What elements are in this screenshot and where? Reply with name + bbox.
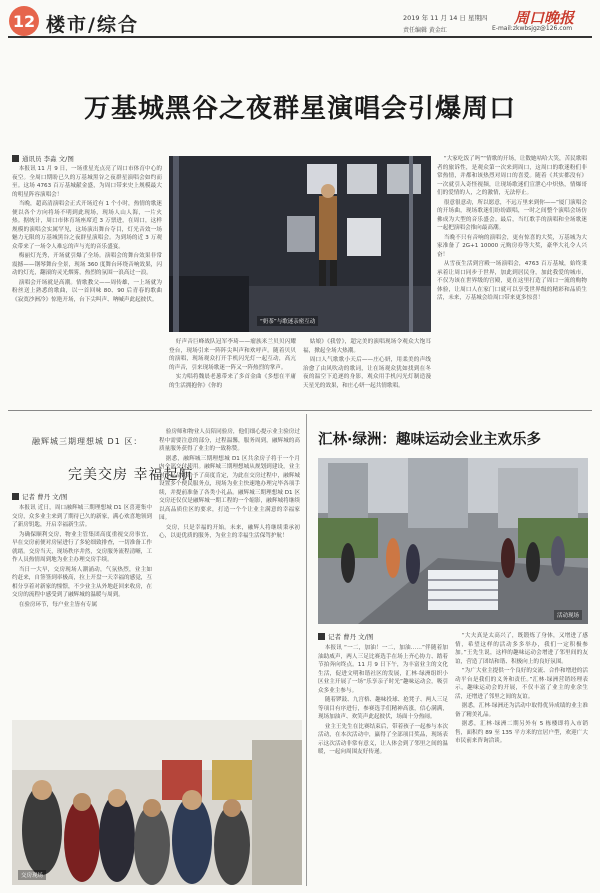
paragraph: 据悉，融辉城三期理想城 D1 区共余房子将于一个月内全部交付使用。融辉城三期理想城从规划到建设，业主对产品品质给予了高度肯定，为此在交房过程中，融辉城设置多个便民服务点，现场为业主快速地办理完毕各项手续，并提前准备了各类小礼品。融辉城三期理想城 D1 区交房还仅仅是融辉城一期工程的一个缩影，融辉城将继续以高品质住区的要求，打造一个个让业主满意的幸福家园。 (159, 455, 300, 521)
header-editor: 责任编辑 黄金红 (403, 27, 447, 34)
paragraph: 交房，只是幸福的开始。未来，融辉人将继续秉承初心，以更优质的服务，为业主的幸福生活保驾护航！ (159, 524, 300, 539)
paragraph: 据悉，汇林·绿洲还为活动中取得优异成绩的业主准备了精美礼品。 (455, 703, 588, 718)
right-story-byline (318, 632, 373, 641)
page-number-badge (9, 6, 39, 36)
paragraph: 实力唱将魏晨老葱带来了多首金曲《多想在平庸的生活拥抱你》《你的 (169, 374, 296, 389)
section-title: 楼市/综合 (46, 14, 139, 36)
paragraph: “大夫真是太高兴了，既锻炼了身体，又增进了感情，希望这样的活动多多举办，我们一定积极参加。”王先生说，这样的趣味运动会增进了邻里间的友谊，营造了团结和谐、积极向上的良好氛围。 (455, 633, 588, 665)
headline-column-3 (303, 338, 431, 404)
paragraph: “大家吃饭了吗”“情歌的开场，让数她咕哈大笑，苦民歌唱者的旅诉性，是观众第一次来到周口，这周口的歌迷粉们非常热情，并都和该热烈对周口的喜爱。随着《其实都没有》一次就引入奇怪视频，让现场歌迷们宣泄心中炽热，情爆哥们的爱情的人，之的激情，无法停止。 (437, 156, 587, 196)
paragraph: 本报讯 11 月 9 日，一场重星光点亮了周口市体育中心的夜空。全周口期盼已久的万基城黑谷之夜群星演唱会如约而至。这场 4763 百万基城献金盛，为周口带来史上规模最大的明星阵容演唱会！ (12, 166, 162, 198)
paragraph: 演唱会开场就是高潮。情歌教父——周传雄，一上场就为粉丝送上熟悉的歌曲，以一首回味 80、90 后青春的歌曲《寂寞沙洲冷》惊艳开场，台下尖叫声、呐喊声此起彼伏。 (12, 279, 162, 303)
paragraph: 很意很意动，所以愿意，不远万里来到你——”厦门演唱会的开场曲，现场歌迷们纷纷跟唱，一时之间整个演唱会场仿佛成为大型的音乐盛会。最后，当红歌手的演唱和全场歌迷一起把演唱会推向最高潮。 (437, 199, 587, 231)
masthead-logo: 周口晚报 (514, 9, 575, 27)
paragraph: 业主王先生在比赛结束后，带着孩子一起参与本次活动，在本次活动中，赢得了全部项目奖品，现场表示这次活动非常有意义，让人体会到了邻里之间的温暖，一起向周围友好传递。 (318, 723, 448, 755)
byline-text: 通讯员 李淼 文/图 (22, 155, 74, 163)
main-headline: 万基城黑谷之夜群星演唱会引爆周口 (83, 94, 516, 124)
header-date: 2019 年 11 月 14 日 星期四 (403, 14, 488, 22)
paragraph: 从雪夜生活到宫殿一场演唱会，4763 百万基城，始终秉承着让周口同步于世界，加此到居民身，加此我爱的城市，不仅为该在世界级的宫殿，更在这里打造了周口一流的购物体验，让周口人在家门口就可以享受世界级的精彩和品质生活，未来，万基城会给周口带来更多惊喜！ (437, 261, 587, 301)
concert-photo (169, 156, 431, 332)
headline-column-2 (169, 338, 296, 404)
left-story-column-2 (159, 428, 300, 714)
paragraph: “为广大业主提供一个良好的交流、合作和增进的活动平台是我们的义务和责任。”汇林·绿洲营销经理表示，趣味运动会的开展，不仅丰富了业主的业余生活，还增进了邻里之间的友谊。 (455, 668, 588, 700)
left-story-title: 完美交房 幸福起航 (68, 467, 194, 483)
paragraph: 为确保顺利交房，物业主管集团高度重视交房事宜，早在交房前便对房屋进行了多轮细致排查，一切准备工作就绪。交房当天，现场秩序井然，交房服务流程清晰，工作人员热情周到地为业主办理交房手续。 (12, 531, 152, 563)
header-email: E-mail:zkwbsjgz@126.com (492, 25, 573, 32)
paragraph: 验房师和物业人员陪同验房，他们细心提示业主验房过程中需要注意的部分，过程温馨，服务周到，融辉城的高质量服务获得了业主的一致称赞。 (159, 429, 300, 452)
paragraph: 随着锣鼓、九宫格、趣味投球、抢凳子、两人三足等项目有序进行，参赛选手们精神高涨，信心满满，现场加油声、欢笑声此起彼伏，场面十分热闹。 (318, 697, 448, 720)
paragraph: 好声音巨峰战队冠军李琦——瘤族米兰贝贝闪耀登台，现场引来一阵阵尖叫声和欢呼声。随着贝贝的演唱，现场观众打开手机闪光灯一起互动，高亢的声音，引来现场歌迷一阵又一阵热烈的掌声。 (169, 339, 296, 371)
handover-photo (12, 720, 302, 885)
concert-photo-caption: “奶茶”与歌迷亲密互动 (257, 316, 318, 326)
paragraph: 在验房环节，每户业主皆有专属 (18, 601, 98, 608)
paragraph: 梅丽灯光秀，开场就引爆了全场。演唱会的舞台效果非常震撼——钢琴舞台全景，现场 360 度舞台环绕音响效果，闪动的灯光，翻滚的灵光烟雾，热烈的氛围一浪高过一浪。 (12, 253, 162, 276)
byline-text: 记者 曹丹 文/图 (22, 493, 68, 501)
section-divider (8, 410, 592, 411)
column-divider (306, 414, 307, 886)
handover-scene-illustration (12, 720, 302, 885)
sports-meet-photo-caption: 活动现场 (554, 610, 582, 620)
left-story-column-1 (12, 504, 152, 714)
right-story-title: 汇林·绿洲：趣味运动会业主欢乐多 (318, 432, 542, 448)
left-story-byline (12, 492, 67, 501)
page-number: 12 (12, 11, 36, 31)
paragraph: 周口人气歌歌小天后——庄心妍，用柔美的声线治愈了由风吹动的歌词，让在场观众犹如找到在冬夜的温空下追逐的身影，观众用手机闪光灯制造漫天星光的效果，和庄心妍一起共情歌唱。 (303, 357, 431, 389)
handover-photo-caption: 交房现场 (18, 870, 46, 880)
byline-marker-icon (318, 633, 325, 640)
paragraph: 姑娘》《我曾》，超完美的演唱现场令观众大饱耳福，掀起全场大热潮。 (303, 339, 431, 354)
paragraph: 当晚，超高清演唱会正式开场近有 1 个小时，热情的歌迷便以各个方向将场不明到此现场，现场人山人海，一片火热。据统计，周口市体育场座席近 3 万票进，在周口，这样规模的演唱会实属罕见，这场演出舞台夺目，灯光音效一场魅力无限的万基城黑谷之夜群星演唱会。为到场的近 3 万观众带来了一场令人难忘的声与光的音乐盛宴。 (12, 201, 162, 250)
left-story-kicker: 融辉城三期理想城 D1 区： (32, 437, 143, 446)
paragraph: 本报讯 “一二，加油！一二，加油……”伴随着加油助威声，两人三足比赛选手在场上齐心协力、踏着节拍奔向终点。11 月 9 日下午，为丰富业主的文化生活，促进文明和谐社区的发展，汇林·绿洲组织小区业主开展了一场“乐享亲子时光”趣味运动会，吸引众多业主参与。 (318, 645, 448, 694)
byline-marker-icon (12, 493, 19, 500)
byline-marker-icon (12, 155, 19, 162)
paragraph: 本报讯 近日，周口融辉城三期理想城 D1 区喜迎集中交房，众多业主来到了期待已久的新家，满心欢喜地领到了新房钥匙，开启幸福新生活。 (12, 505, 152, 528)
header-rule (8, 36, 592, 38)
right-story-column-1 (318, 644, 448, 886)
paragraph: 据悉，汇林·绿洲二期另外有 5 栋楼即将入市销售，面积约 89 至 135 平方米的宜居户型，欢迎广大市民前来咨询洽谈。 (455, 721, 588, 744)
sports-meet-illustration (318, 458, 588, 624)
paragraph: 当晚不只有音响的演唱会，更有惊喜的大奖，万基城为大家准备了 2G+1 10000 元购房券等大奖，豪华大礼令人兴奋！ (437, 234, 587, 258)
concert-stage-illustration (169, 156, 431, 332)
headline-column-1 (12, 165, 162, 403)
right-story-column-2 (455, 632, 588, 886)
sports-meet-photo (318, 458, 588, 624)
byline-text: 记者 曹丹 文/图 (328, 633, 374, 641)
paragraph: 当日一大早，交房现场人潮涌动，气氛热烈，业主如约赶来，自签签到率极高，拉上开盘一天幸福的感觉，互相分享着对新家的憧憬，不少业主从外地赶回来收房，在交房的流程中感受到了融辉城的温暖与周到。 (12, 566, 152, 598)
headline-byline (12, 154, 74, 163)
headline-column-4 (437, 155, 587, 403)
